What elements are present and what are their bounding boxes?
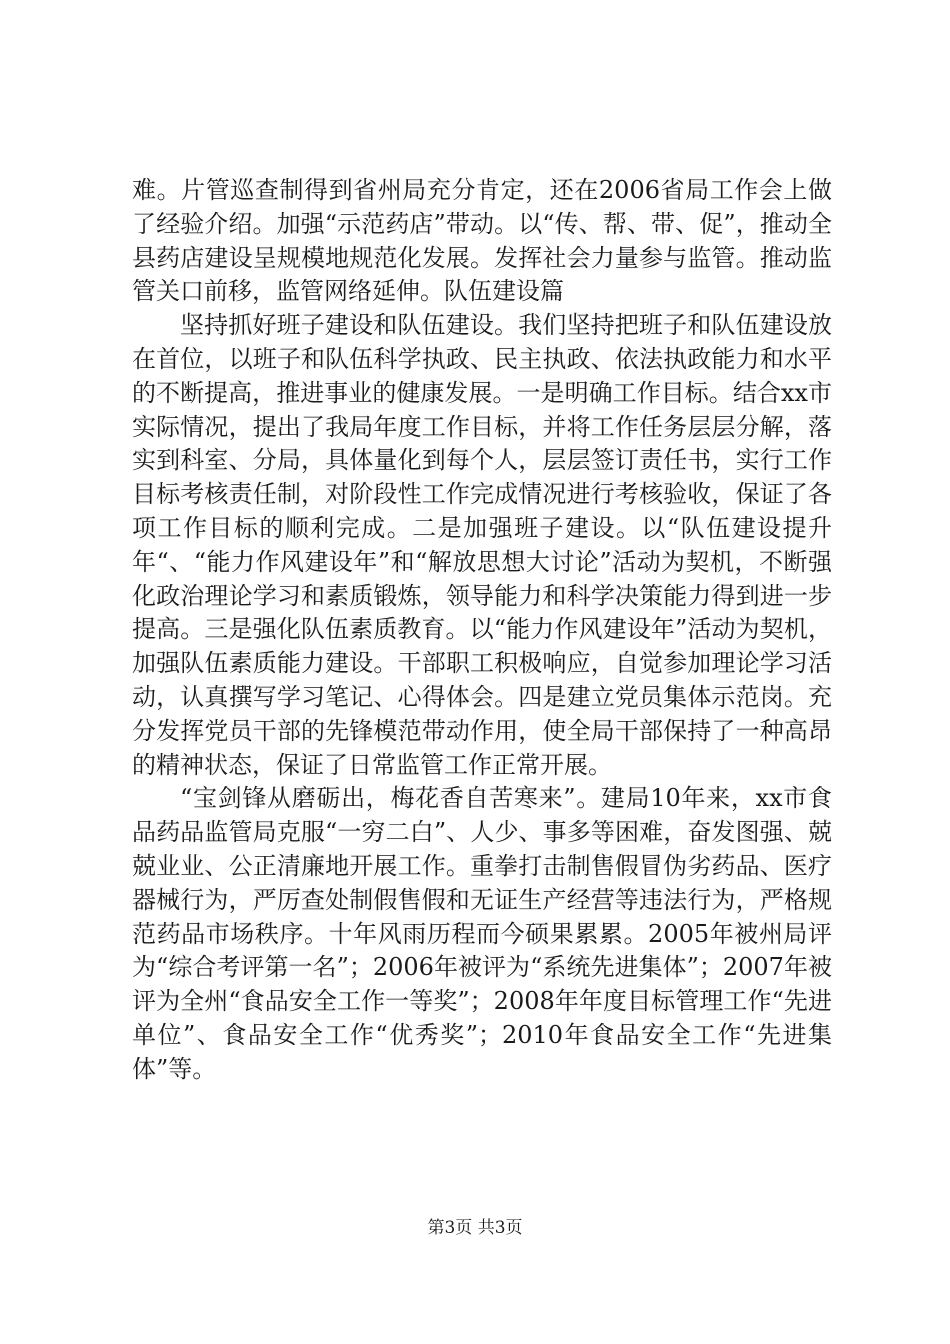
paragraph-3: “宝剑锋从磨砺出，梅花香自苦寒来”。建局10年来，xx市食品药品监管局克服“一穷二白”、人少、事多等困难，奋发图强、兢兢业业、公正清廉地开展工作。重拳打击制售假冒伪劣药品、医疗器械行为，严厉查处制假售假和无证生产经营等违法行为，严格规范药品市场秩序。十年风雨历程而今硕果累累。2005年被州局评为“综合考评第一名”；2006年被评为“系统先进集体”；2007年被评为全州“食品安全工作一等奖”；2008年年度目标管理工作“先进单位”、食品安全工作“优秀奖”；2010年食品安全工作“先进集体”等。: [132, 784, 832, 1083]
paragraph-1: 难。片管巡查制得到省州局充分肯定，还在2006省局工作会上做了经验介绍。加强“示范药店”带动。以“传、帮、带、促”，推动全县药店建设呈规模地规范化发展。发挥社会力量参与监管。推动监管关口前移，监管网络延伸。队伍建设篇: [132, 176, 832, 306]
page-footer: 第3页 共3页: [427, 1218, 523, 1238]
document-body: [132, 174, 832, 1087]
paragraph-2: 坚持抓好班子建设和队伍建设。我们坚持把班子和队伍建设放在首位，以班子和队伍科学执政、民主执政、依法执政能力和水平的不断提高，推进事业的健康发展。一是明确工作目标。结合xx市实际情况，提出了我局年度工作目标，并将工作任务层层分解，落实到科室、分局，具体量化到每个人，层层签订责任书，实行工作目标考核责任制，对阶段性工作完成情况进行考核验收，保证了各项工作目标的顺利完成。二是加强班子建设。以“队伍建设提升年“、“能力作风建设年”和“解放思想大讨论”活动为契机，不断强化政治理论学习和素质锻炼，领导能力和科学决策能力得到进一步提高。三是强化队伍素质教育。以“能力作风建设年”活动为契机，加强队伍素质能力建设。干部职工积极响应，自觉参加理论学习活动，认真撰写学习笔记、心得体会。四是建立党员集体示范岗。充分发挥党员干部的先锋模范带动作用，使全局干部保持了一种高昂的精神状态，保证了日常监管工作正常开展。: [132, 311, 832, 779]
